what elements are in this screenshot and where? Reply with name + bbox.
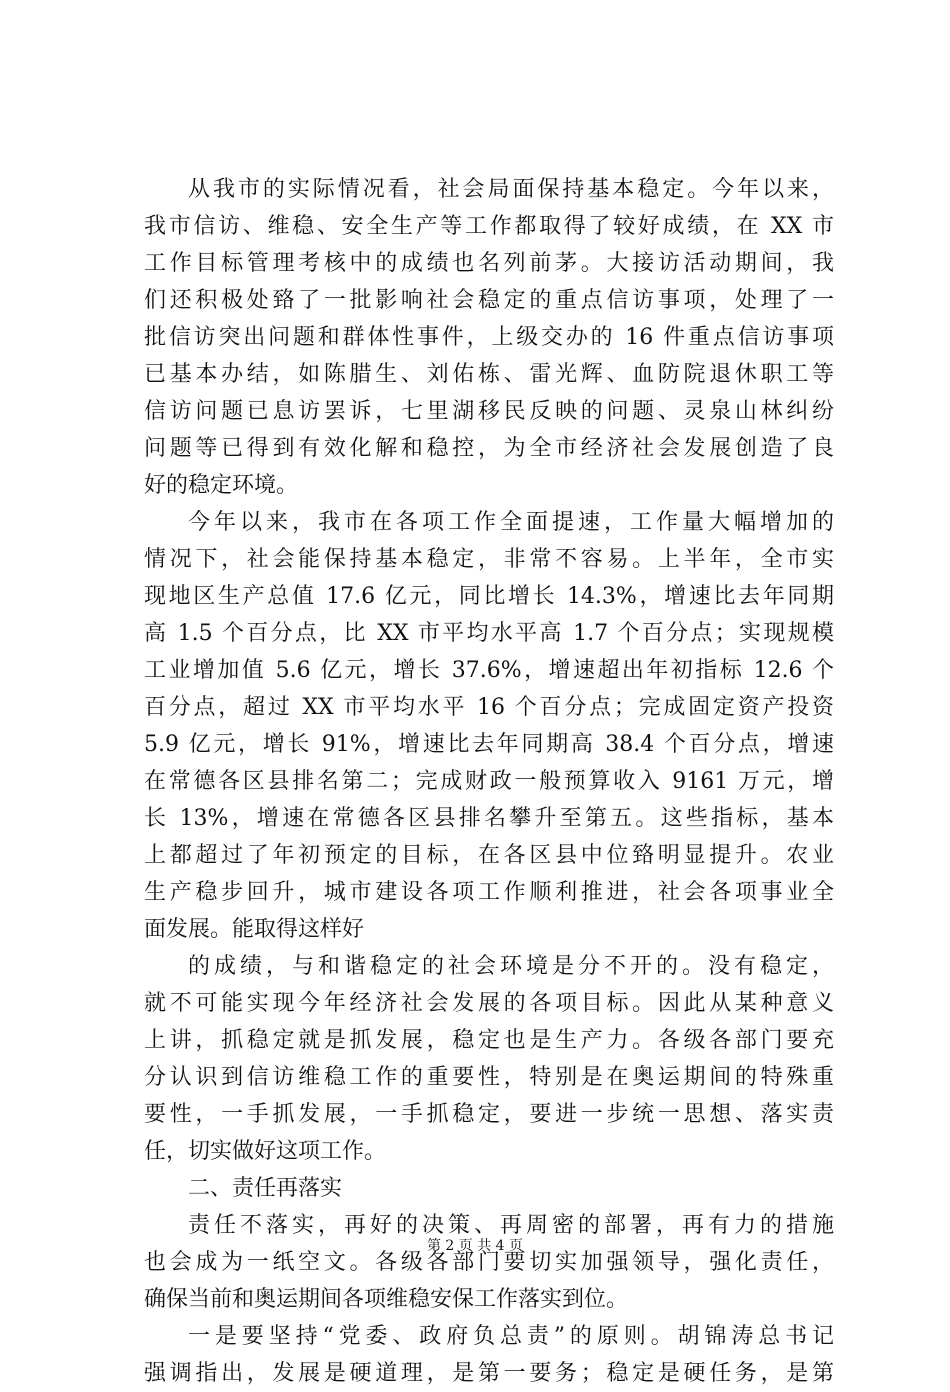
text-line: 高 1.5 个百分点，比 XX 市平均水平高 1.7 个百分点；实现规模 — [144, 621, 834, 646]
text-line: 问题等已得到有效化解和稳控，为全市经济社会发展创造了良 — [144, 436, 834, 461]
text-line: 分认识到信访维稳工作的重要性，特别是在奥运期间的特殊重 — [144, 1065, 834, 1090]
text-line: 上都超过了年初预定的目标，在各区县中位臵明显提升。农业 — [144, 843, 834, 868]
text-line: 一是要坚持“党委、政府负总责”的原则。胡锦涛总书记 — [188, 1324, 834, 1349]
page-number-label: 第 2 页 共 4 页 — [426, 1238, 524, 1254]
section-heading: 二、责任再落实 — [188, 1176, 343, 1201]
text-line: 今年以来，我市在各项工作全面提速，工作量大幅增加的 — [188, 510, 834, 535]
text-line: 要性，一手抓发展，一手抓稳定，要进一步统一思想、落实责 — [144, 1102, 834, 1127]
text-line: 长 13%，增速在常德各区县排名攀升至第五。这些指标，基本 — [144, 806, 834, 831]
text-line: 百分点，超过 XX 市平均水平 16 个百分点；完成固定资产投资 — [144, 695, 834, 720]
text-line: 5.9 亿元，增长 91%，增速比去年同期高 38.4 个百分点，增速 — [144, 732, 834, 757]
text-line: 现地区生产总值 17.6 亿元，同比增长 14.3%，增速比去年同期 — [144, 584, 834, 609]
text-line: 情况下，社会能保持基本稳定，非常不容易。上半年，全市实 — [144, 547, 834, 572]
text-line: 已基本办结，如陈腊生、刘佑栋、雷光辉、血防院退休职工等 — [144, 362, 834, 387]
text-line: 强调指出，发展是硬道理，是第一要务；稳定是硬任务，是第 — [144, 1361, 834, 1386]
text-line: 我市信访、维稳、安全生产等工作都取得了较好成绩，在 XX 市 — [144, 214, 835, 239]
text-line: 任，切实做好这项工作。 — [144, 1139, 387, 1164]
text-line: 批信访突出问题和群体性事件，上级交办的 16 件重点信访事项 — [144, 325, 834, 350]
text-line: 信访问题已息访罢诉，七里湖移民反映的问题、灵泉山林纠纷 — [144, 399, 834, 424]
text-line: 生产稳步回升，城市建设各项工作顺利推进，社会各项事业全 — [144, 880, 834, 905]
text-line: 也会成为一纸空文。各级各部门要切实加强领导，强化责任， — [144, 1250, 834, 1275]
page-footer — [0, 1236, 950, 1256]
text-line: 在常德各区县排名第二；完成财政一般预算收入 9161 万元，增 — [144, 769, 834, 794]
text-line: 就不可能实现今年经济社会发展的各项目标。因此从某种意义 — [144, 991, 834, 1016]
text-line: 的成绩，与和谐稳定的社会环境是分不开的。没有稳定， — [188, 954, 834, 979]
text-line: 上讲，抓稳定就是抓发展，稳定也是生产力。各级各部门要充 — [144, 1028, 834, 1053]
text-line: 们还积极处臵了一批影响社会稳定的重点信访事项，处理了一 — [144, 288, 834, 313]
text-line: 面发展。能取得这样好 — [144, 917, 365, 942]
text-line: 工业增加值 5.6 亿元，增长 37.6%，增速超出年初指标 12.6 个 — [144, 658, 834, 683]
text-line: 从我市的实际情况看，社会局面保持基本稳定。今年以来， — [188, 177, 834, 202]
text-line: 确保当前和奥运期间各项维稳安保工作落实到位。 — [144, 1287, 629, 1312]
text-line: 责任不落实，再好的决策、再周密的部署，再有力的措施 — [188, 1213, 834, 1238]
text-line: 好的稳定环境。 — [144, 473, 299, 498]
text-line: 工作目标管理考核中的成绩也名列前茅。大接访活动期间，我 — [144, 251, 834, 276]
